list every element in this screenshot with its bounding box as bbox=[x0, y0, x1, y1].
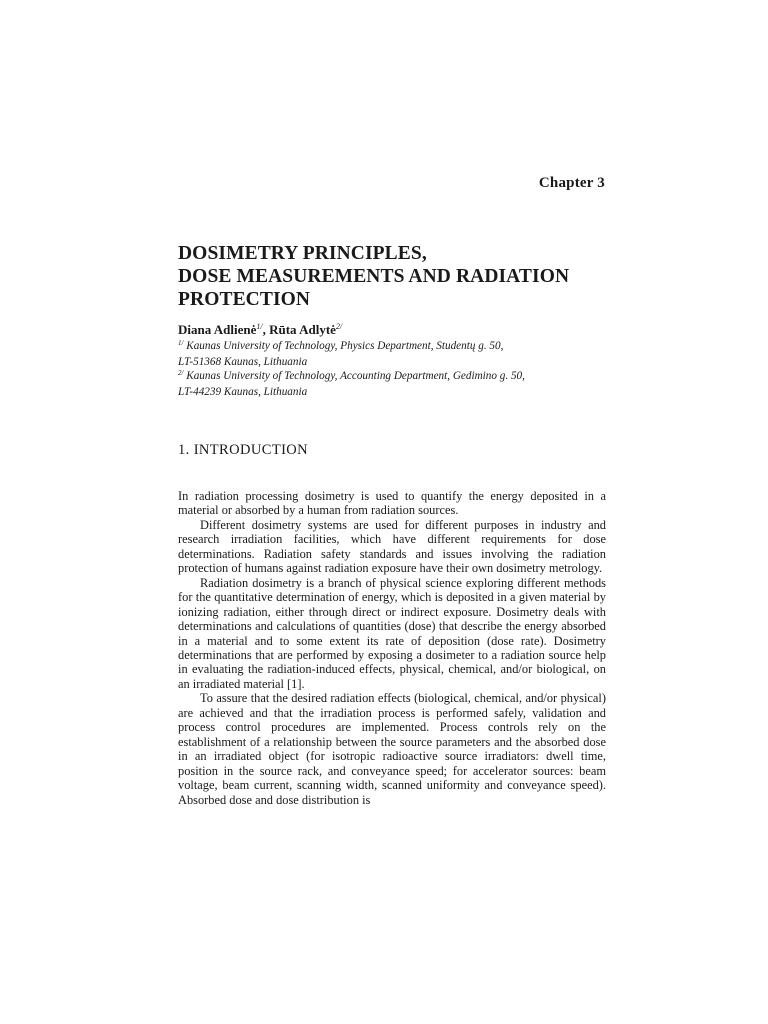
affiliation-text: Kaunas University of Technology, Physics Department, Studentų g. 50, bbox=[183, 340, 504, 352]
title-line: PROTECTION bbox=[178, 289, 311, 310]
affiliation-mark: 1/ bbox=[178, 339, 184, 347]
affiliation-line bbox=[178, 369, 598, 385]
affiliation-line: LT-51368 Kaunas, Lithuania bbox=[178, 355, 308, 368]
chapter-label: Chapter 3 bbox=[538, 175, 605, 191]
chapter-title bbox=[178, 242, 618, 311]
affiliation bbox=[178, 339, 598, 370]
author-name: Diana Adlienė bbox=[178, 322, 257, 337]
authors-line bbox=[178, 322, 342, 338]
paragraph: In radiation processing dosimetry is used to quantify the energy deposited in a material or absorbed by a human from radiation sources. bbox=[178, 489, 606, 518]
affiliation-line: LT-44239 Kaunas, Lithuania bbox=[178, 385, 308, 398]
author-name: Rūta Adlytė bbox=[269, 322, 336, 337]
body-text bbox=[178, 489, 606, 807]
author-affiliation-mark: 1/ bbox=[256, 322, 263, 331]
affiliation-mark: 2/ bbox=[178, 369, 184, 377]
affiliation bbox=[178, 369, 598, 400]
author-separator: , bbox=[262, 322, 270, 337]
section-heading: 1. INTRODUCTION bbox=[178, 442, 309, 458]
title-line: DOSIMETRY PRINCIPLES, bbox=[178, 243, 427, 264]
author-affiliation-mark: 2/ bbox=[335, 322, 343, 331]
paragraph: Different dosimetry systems are used for different purposes in industry and research irradiation facilities, which have different requirements for dose determinations. Radiation safety standards and issues involving the radiation protection of humans against radiation exposure have their own dosimetry metrology. bbox=[178, 517, 606, 576]
title-line: DOSE MEASUREMENTS AND RADIATION bbox=[178, 266, 570, 287]
affiliation-text: Kaunas University of Technology, Accounting Department, Gedimino g. 50, bbox=[183, 370, 525, 382]
paragraph: Radiation dosimetry is a branch of physical science exploring different methods for the quantitative determination of energy, which is deposited in a given material by ionizing radiation, either through direct or indirect exposure. Dosimetry deals with determinations and calculations of quantities (dose) that describe the energy absorbed in a material and to some extent its rate of deposition (dose rate). Dosimetry determinations that are performed by exposing a dosimeter to a radiation source help in evaluating the radiation-induced effects, physical, chemical, and/or biological, on an irradiated material [1]. bbox=[178, 575, 606, 691]
affiliation-line bbox=[178, 339, 598, 355]
paragraph: To assure that the desired radiation effects (biological, chemical, and/or physical) are achieved and that the irradiation process is performed safely, validation and process control procedures are implemented. Process controls rely on the establishment of a relationship between the source parameters and the absorbed dose in an irradiated object (for isotropic radioactive source irradiators: dwell time, position in the source rack, and conveyance speed; for accelerator sources: beam voltage, beam current, scanning width, scanned uniformity and conveyance speed). Absorbed dose and dose distribution is bbox=[178, 691, 606, 807]
